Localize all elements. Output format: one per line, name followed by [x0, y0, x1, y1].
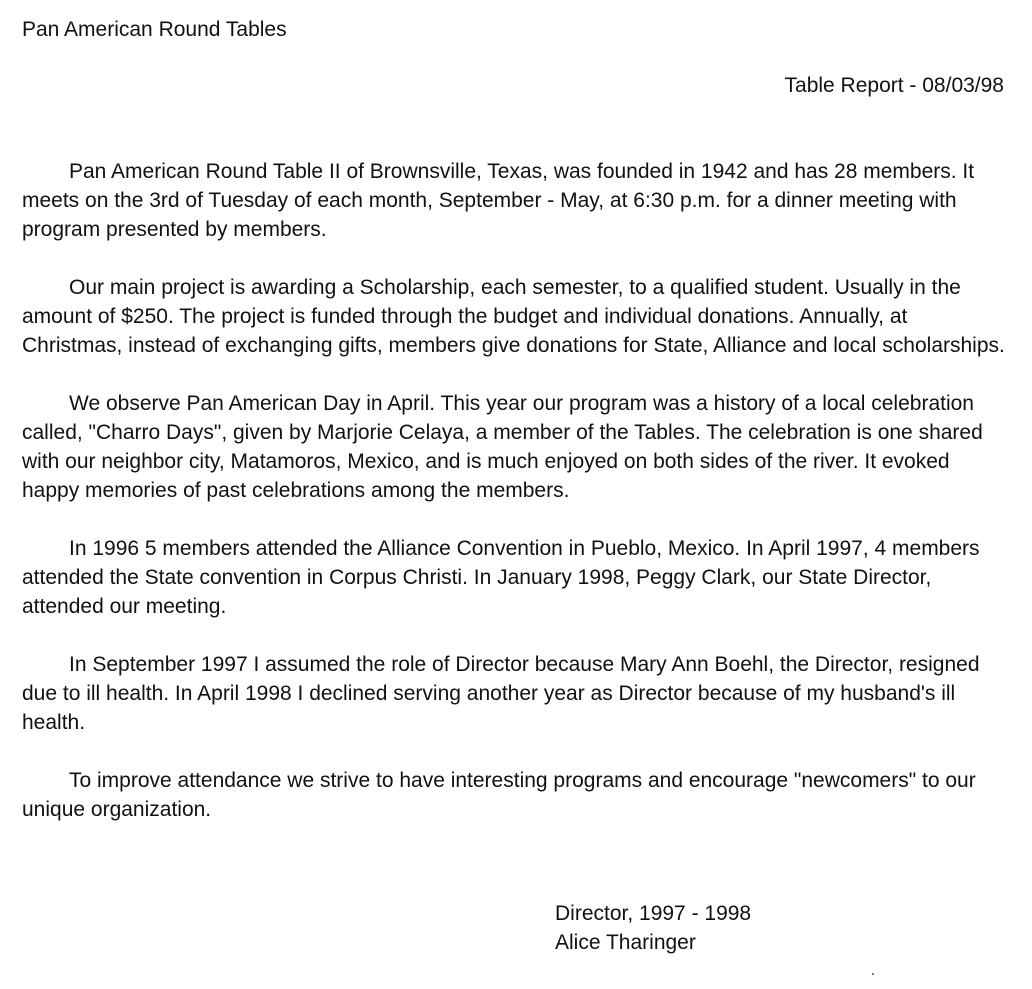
report-title: Table Report - 08/03/98 — [784, 74, 1004, 97]
paragraph-conventions: In 1996 5 members attended the Alliance Convention in Pueblo, Mexico. In April 1997, 4 members attended the State convention in Corpus Christi. In January 1998, Peggy Clark, our State Director, attended our meeting. — [22, 537, 980, 618]
organization-name: Pan American Round Tables — [22, 18, 287, 41]
report-body — [22, 157, 1012, 853]
paragraph-pan-american-day: We observe Pan American Day in April. This year our program was a history of a local celebration called, "Charro Days", given by Marjorie Celaya, a member of the Tables. The celebration is one shared with our neighbor city, Matamoros, Mexico, and is much enjoyed on both sides of the river. It evoked happy memories of past celebrations among the members. — [22, 392, 983, 502]
paragraph-scholarship: Our main project is awarding a Scholarship, each semester, to a qualified student. Usually in the amount of $250. The project is funded through the budget and individual donations. Annually, at Christmas, instead of exchanging gifts, members give donations for State, Alliance and local scholarships. — [22, 276, 1005, 357]
signature-name: Alice Tharinger — [555, 931, 696, 954]
paragraph-directorship: In September 1997 I assumed the role of Director because Mary Ann Boehl, the Director, resigned due to ill health. In April 1998 I declined serving another year as Director because of my husband's ill health. — [22, 653, 980, 734]
signature-block — [555, 899, 751, 957]
paragraph-attendance: To improve attendance we strive to have interesting programs and encourage "newcomers" to our unique organization. — [22, 769, 976, 821]
paragraph-history: Pan American Round Table II of Brownsville, Texas, was founded in 1942 and has 28 members. It meets on the 3rd of Tuesday of each month, September - May, at 6:30 p.m. for a dinner meeting with program presented by members. — [22, 160, 975, 241]
scan-speck — [872, 973, 874, 975]
signature-title: Director, 1997 - 1998 — [555, 902, 752, 925]
